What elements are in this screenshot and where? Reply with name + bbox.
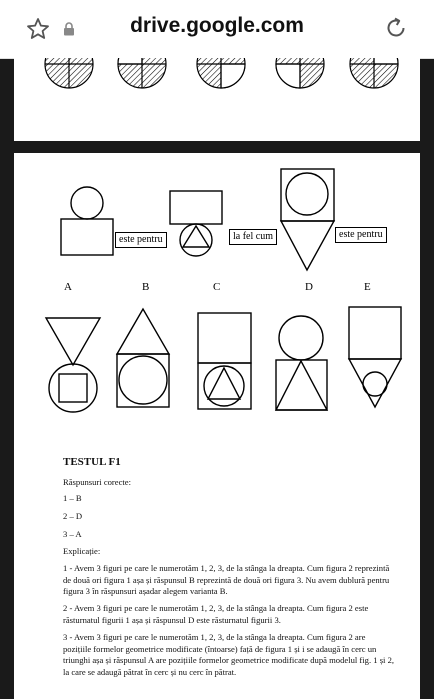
answer-item: 2 – D — [63, 511, 83, 521]
hatched-circles-figure — [14, 58, 420, 141]
document-page-previous — [14, 58, 420, 141]
answer-item: 1 – B — [63, 493, 82, 503]
analogy-label-2: la fel cum — [229, 229, 277, 245]
explanation-paragraph: 2 - Avem 3 figuri pe care le numerotăm 1, 2, 3, de la stânga la dreapta. Cum figura 2 este răsturnatul figurii 1 așa și răspunsul D este răsturnatul figurii 3. — [63, 603, 369, 625]
option-letter-b: B — [142, 281, 150, 293]
answer-item: 3 – A — [63, 529, 82, 539]
option-letter-d: D — [305, 281, 313, 293]
browser-address-bar — [0, 0, 434, 59]
explanation-heading: Explicație: — [63, 546, 101, 556]
explanation-paragraph: 1 - Avem 3 figuri pe care le numerotăm 1, 2, 3, de la stânga la dreapta. Cum figura 2 reprezintă de două ori figura 1 așa și răspunsul B reprezintă de două ori figura 3. Nu avem dublură pentru figura 3 în răspunsuri așadar alegem varianta B. — [63, 563, 390, 597]
answers-heading: Răspunsuri corecte: — [63, 477, 132, 487]
analogy-label-3: este pentru — [335, 227, 387, 243]
reload-icon[interactable] — [384, 16, 408, 40]
explanation-paragraph: 3 - Avem 3 figuri pe care le numerotăm 1, 2, 3, de la stânga la dreapta. Cum figura 2 are pozițiile formelor geometrice modificate (întoarse) față de figura 1 și i se adaugă în cerc un triunghi așa și răspunsul A are pozițiile formelor geometrice modificate după modelul fig. 1 și 2, la care se adaugă pătrat în cerc și nu cerc în pătrat. — [63, 632, 395, 677]
document-page — [14, 153, 420, 699]
option-letter-a: A — [64, 281, 72, 293]
option-letter-c: C — [213, 281, 221, 293]
analogy-label-1: este pentru — [115, 232, 167, 248]
url-text[interactable]: drive.google.com — [130, 14, 304, 37]
test-title: TESTUL F1 — [63, 456, 121, 468]
option-letter-e: E — [364, 281, 371, 293]
